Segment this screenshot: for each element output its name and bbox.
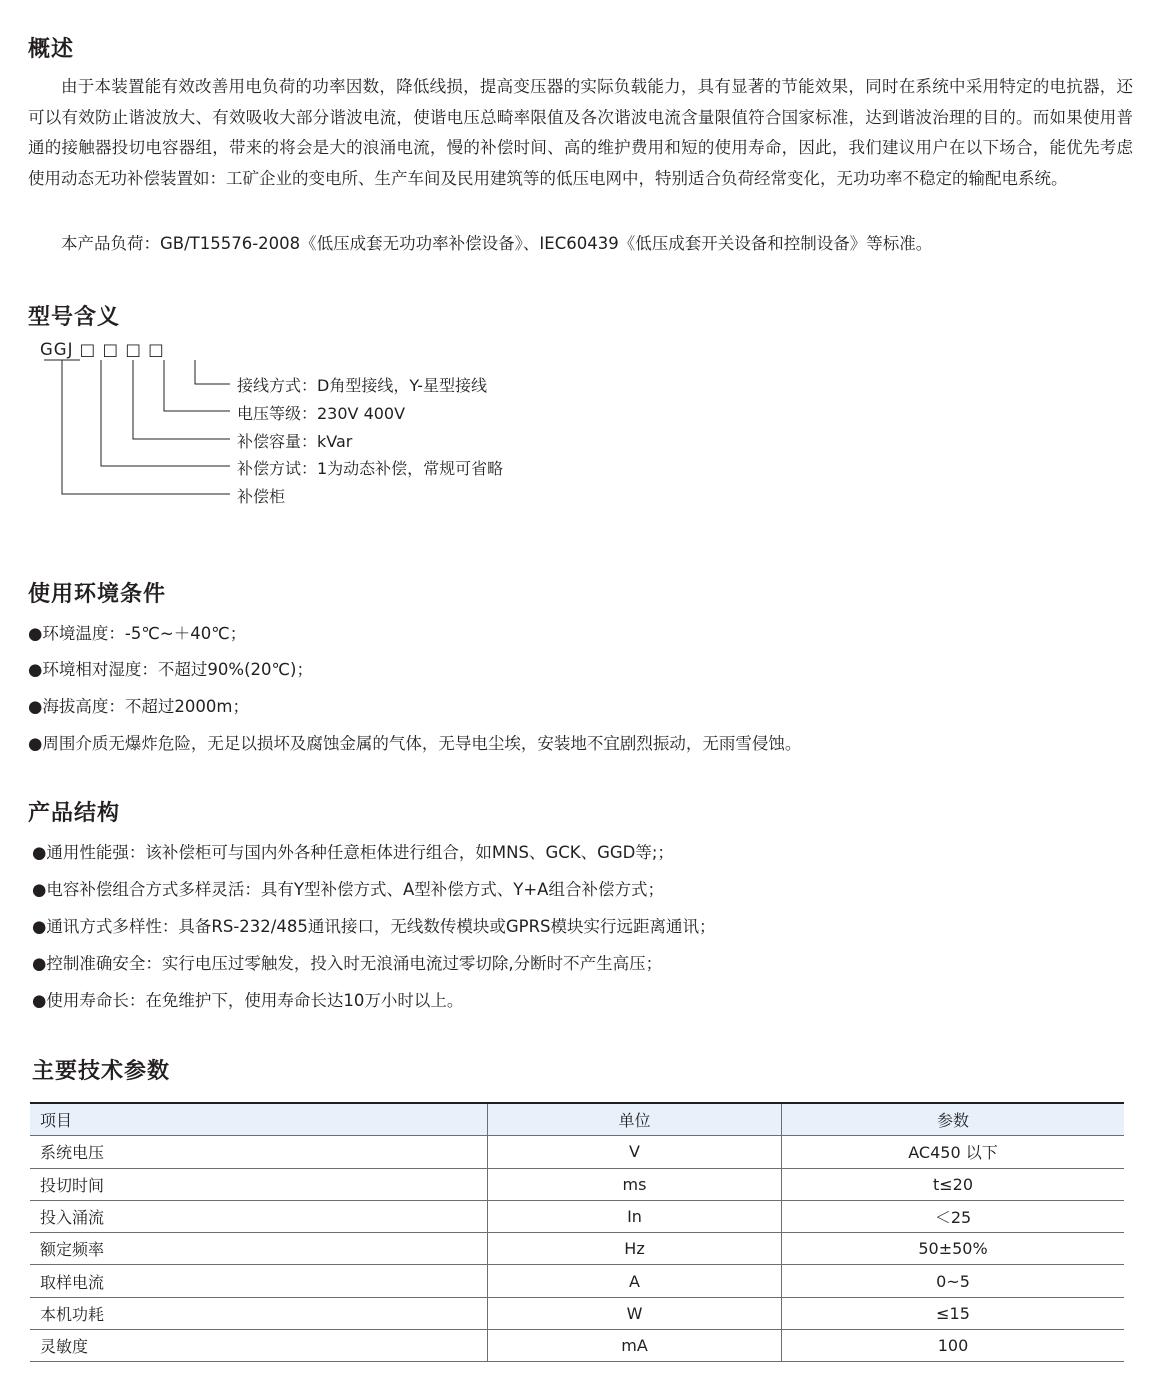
cell-item: 额定频率 [30, 1233, 488, 1265]
structure-item-compensation: ●电容补偿组合方式多样灵活：具有Y型补偿方式、A型补偿方式、Y+A组合补偿方式； [32, 880, 664, 899]
table-row [30, 1200, 1124, 1232]
table-row [30, 1136, 1124, 1168]
cell-unit: Hz [488, 1233, 782, 1265]
cell-value: AC450 以下 [782, 1136, 1125, 1168]
structure-item-lifetime: ●使用寿命长：在免维护下，使用寿命长达10万小时以上。 [32, 991, 464, 1010]
structure-heading: 产品结构 [28, 801, 121, 826]
cell-value: ＜25 [782, 1200, 1125, 1232]
cell-unit: V [488, 1136, 782, 1168]
environment-item-altitude: ●海拔高度：不超过2000m； [28, 697, 249, 716]
model-diagram-lines [0, 0, 1150, 520]
cell-item: 系统电压 [30, 1136, 488, 1168]
structure-item-control: ●控制准确安全：实行电压过零触发，投入时无浪涌电流过零切除,分断时不产生高压； [32, 954, 663, 973]
params-table [30, 1102, 1124, 1362]
model-line-capacity: 补偿容量：kVar [237, 432, 353, 451]
header-value: 参数 [782, 1103, 1125, 1136]
model-line-method: 补偿方试：1为动态补偿，常规可省略 [237, 459, 504, 478]
cell-unit: In [488, 1200, 782, 1232]
cell-unit: A [488, 1265, 782, 1297]
model-line-voltage: 电压等级：230V 400V [237, 404, 406, 423]
overview-heading: 概述 [28, 37, 75, 62]
environment-item-humidity: ●环境相对湿度：不超过90%(20℃)； [28, 660, 313, 679]
cell-value: 50±50% [782, 1233, 1125, 1265]
overview-paragraph-2: 本产品负荷：GB/T15576-2008《低压成套无功功率补偿设备》、IEC60439《低压成套开关设备和控制设备》等标准。 [61, 234, 933, 253]
table-row [30, 1265, 1124, 1297]
cell-item: 投切时间 [30, 1168, 488, 1200]
table-row [30, 1330, 1124, 1362]
environment-heading: 使用环境条件 [28, 582, 167, 607]
cell-unit: ms [488, 1168, 782, 1200]
environment-item-medium: ●周围介质无爆炸危险，无足以损坏及腐蚀金属的气体，无导电尘埃，安装地不宜剧烈振动，无雨雪侵蚀。 [28, 734, 802, 753]
structure-item-compatibility: ●通用性能强：该补偿柜可与国内外各种任意柜体进行组合，如MNS、GCK、GGD等;； [32, 843, 674, 862]
structure-item-communication: ●通讯方式多样性：具备RS-232/485通讯接口，无线数传模块或GPRS模块实行远距离通讯； [32, 917, 716, 936]
model-heading: 型号含义 [28, 305, 121, 330]
environment-item-temperature: ●环境温度：-5℃~＋40℃； [28, 624, 247, 643]
header-unit: 单位 [488, 1103, 782, 1136]
cell-unit: W [488, 1297, 782, 1329]
cell-value: 0~5 [782, 1265, 1125, 1297]
table-row [30, 1168, 1124, 1200]
model-line-cabinet: 补偿柜 [237, 487, 286, 506]
overview-paragraph-1: 由于本装置能有效改善用电负荷的功率因数，降低线损，提高变压器的实际负载能力，具有显著的节能效果，同时在系统中采用特定的电抗器，还可以有效防止谐波放大、有效吸收大部分谐波电流，使谐电压总畸率限值及各次谐波电流含量限值符合国家标准，达到谐波治理的目的。而如果使用普通的接触器投切电容器组，带来的将会是大的浪涌电流，慢的补偿时间、高的维护费用和短的使用寿命，因此，我们建议用户在以下场合，能优先考虑使用动态无功补偿装置如：工矿企业的变电所、生产车间及民用建筑等的低压电网中，特别适合负荷经常变化，无功功率不稳定的输配电系统。 [28, 77, 1133, 188]
cell-item: 取样电流 [30, 1265, 488, 1297]
model-code: GGJ □ □ □ □ [40, 340, 165, 359]
cell-item: 本机功耗 [30, 1297, 488, 1329]
model-line-wiring: 接线方式：D角型接线，Y-星型接线 [237, 376, 487, 395]
cell-item: 灵敏度 [30, 1330, 488, 1362]
table-row [30, 1297, 1124, 1329]
header-item: 项目 [30, 1103, 488, 1136]
table-header-row [30, 1103, 1124, 1136]
cell-value: ≤15 [782, 1297, 1125, 1329]
params-heading: 主要技术参数 [32, 1059, 171, 1084]
cell-value: t≤20 [782, 1168, 1125, 1200]
cell-value: 100 [782, 1330, 1125, 1362]
table-row [30, 1233, 1124, 1265]
cell-unit: mA [488, 1330, 782, 1362]
cell-item: 投入涌流 [30, 1200, 488, 1232]
